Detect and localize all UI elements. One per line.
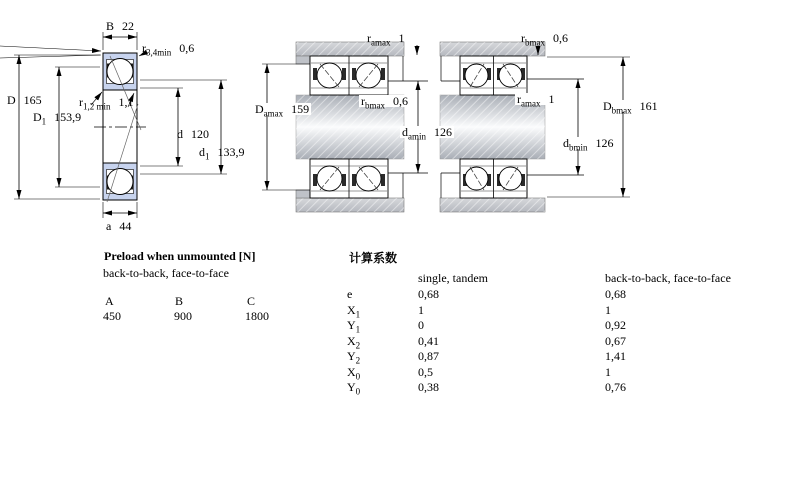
dim-label-ramax-a: $r_{amax}$ 1 xyxy=(367,31,405,48)
factors-col-back-to-back: back-to-back, face-to-face xyxy=(605,271,731,285)
mounting-drawing-b xyxy=(440,42,630,212)
dim-label-Damax: $D_{amax}$ 159 xyxy=(255,102,310,119)
factors-row-x2: $X_2$ 0,41 0,67 xyxy=(347,334,626,351)
dim-label-D: D 165 xyxy=(7,93,42,107)
factors-row-x0: $X_0$ 0,5 1 xyxy=(347,365,611,382)
preload-subtitle: back-to-back, face-to-face xyxy=(103,266,229,280)
factors-row-x1: $X_1$ 1 1 xyxy=(347,303,611,320)
dim-label-ramax-b: $r_{amax}$ 1 xyxy=(517,92,555,109)
preload-title: Preload when unmounted [N] xyxy=(104,249,256,263)
preload-value-a: 450 xyxy=(103,309,121,323)
dim-label-d: d 120 xyxy=(177,127,209,141)
dim-label-Dbmax: $D_{bmax}$ 161 xyxy=(603,99,658,116)
dim-label-B: B 22 xyxy=(106,19,135,33)
dim-label-rbmax-b: $r_{bmax}$ 0,6 xyxy=(521,31,568,48)
preload-table xyxy=(103,249,323,329)
preload-header-a: A xyxy=(105,294,114,308)
preload-value-c: 1800 xyxy=(245,309,269,323)
factors-title: 计算系数 xyxy=(349,251,398,265)
preload-header-c: C xyxy=(247,294,256,308)
factors-row-y1: $Y_1$ 0 0,92 xyxy=(347,318,626,335)
dim-label-dbmin: $d_{bmin}$ 126 xyxy=(563,136,614,153)
dim-label-rbmax-a: $r_{bmax}$ 0,6 xyxy=(361,94,408,111)
preload-header-b: B xyxy=(175,294,184,308)
dim-label-a: a 44 xyxy=(106,219,132,233)
bearing-cross-section-drawing xyxy=(0,32,227,218)
dim-label-damin: $d_{amin}$ 126 xyxy=(402,125,452,142)
preload-value-b: 900 xyxy=(174,309,192,323)
dim-label-d1: $d_1$ 133,9 xyxy=(199,145,245,162)
factors-row-y0: $Y_0$ 0,38 0,76 xyxy=(347,380,626,397)
dim-label-D1: $D_1$ 153,9 xyxy=(33,110,82,127)
dim-label-r34min: $r_{3,4min}$ 0,6 xyxy=(142,41,195,58)
calculation-factors-table xyxy=(347,249,787,399)
factors-row-y2: $Y_2$ 0,87 1,41 xyxy=(347,349,626,366)
factors-row-e: e 0,68 0,68 xyxy=(347,287,626,301)
factors-col-single-tandem: single, tandem xyxy=(418,271,488,285)
dim-label-r12min: $r_{1,2 min}$ 1,1 xyxy=(79,95,134,112)
